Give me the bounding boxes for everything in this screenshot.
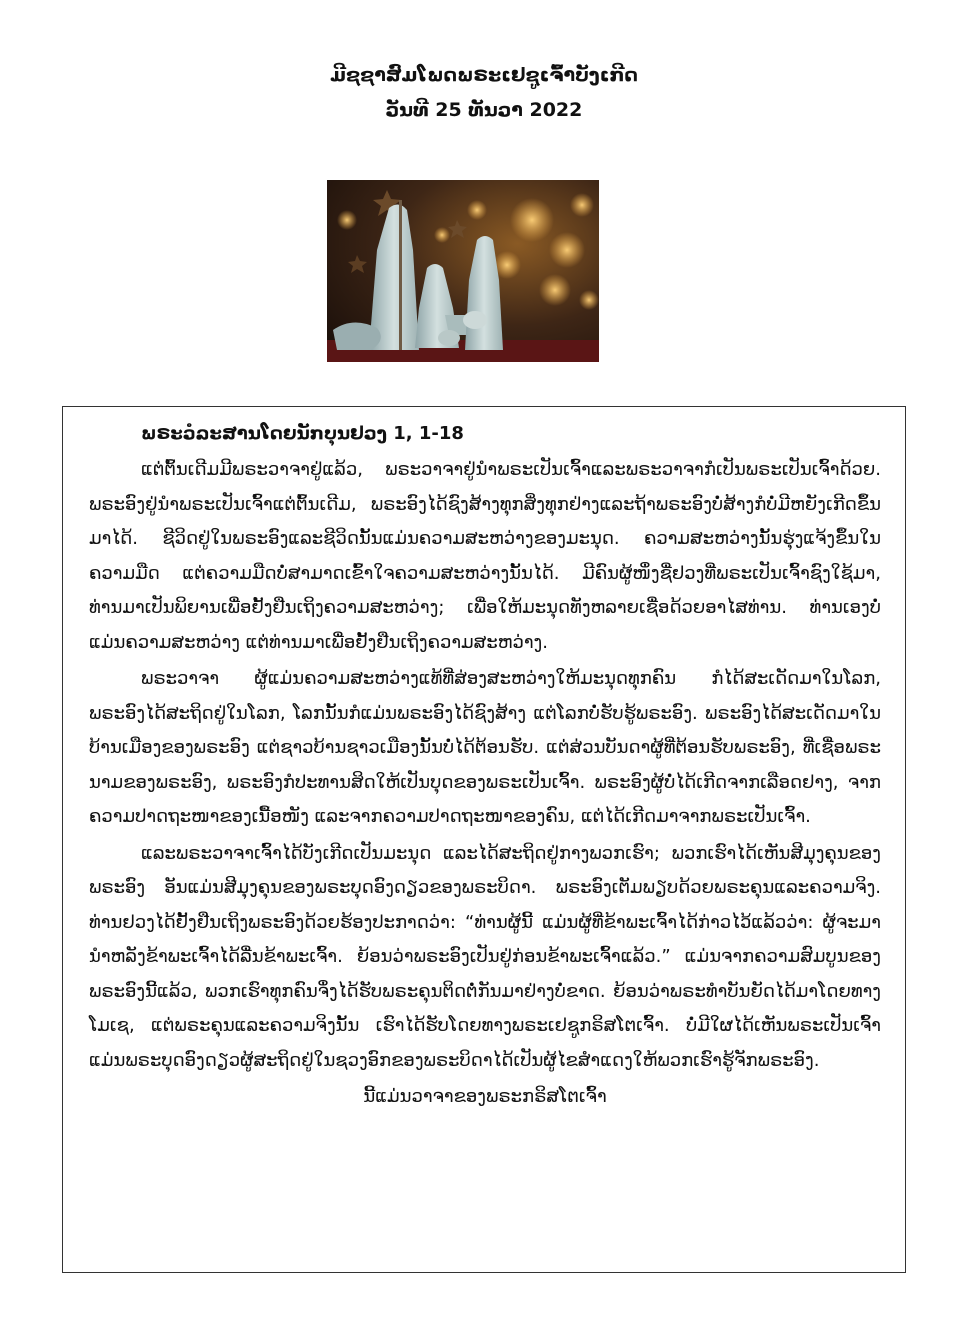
- reading-heading: ພຣະວໍລະສານໂດຍນັກບຸນຢວງ 1, 1-18: [141, 423, 464, 444]
- reading-closing: ນີ້ແມ່ນວາຈາຂອງພຣະກຣິສໂຕເຈົ້າ: [363, 1086, 607, 1107]
- page-title: ມີຊຊາສົມໂພດພຣະເຢຊູເຈົ້າບັງເກີດ: [330, 64, 638, 86]
- reading-box: [62, 406, 906, 1273]
- nativity-image: [327, 180, 599, 362]
- page-date: ວັນທີ 25 ທັນວາ 2022: [385, 99, 583, 121]
- reading-paragraph: ແຕ່ຕົ້ນເດີມມີພຣະວາຈາຢູ່ແລ້ວ, ພຣະວາຈາຢູ່ນຳພຣະເປັນເຈົ້າແລະພຣະວາຈາກໍເປັນພຣະເປັນເຈົ້າດ້ວຍ. ພຣະອົງຢູ່ນຳພຣະເປັນເຈົ້າແຕ່ຕົ້ນເດີມ, ພຣະອົງໄດ້ຊົງສ້າງທຸກສິ່ງທຸກຢ່າງແລະຖ້າພຣະອົງບໍ່ສ້າງກໍບໍ່ມີຫຍັງເກີດຂຶ້ນມາໄດ້. ຊີວິດຢູ່ໃນພຣະອົງແລະຊີວິດນັ້ນແມ່ນຄວາມສະຫວ່າງຂອງມະນຸດ. ຄວາມສະຫວ່າງນັ້ນຮຸ່ງແຈ້ງຂຶ້ນໃນຄວາມມືດ ແຕ່ຄວາມມືດບໍ່ສາມາດເຂົ້າໃຈຄວາມສະຫວ່າງນັ້ນໄດ້. ມີຄົນຜູ້ໜຶ່ງຊື່ຢວງທີ່ພຣະເປັນເຈົ້າຊົງໃຊ້ມາ, ທ່ານມາເປັນພິຍານເພື່ອຢັ້ງຢືນເຖິງຄວາມສະຫວ່າງ; ເພື່ອໃຫ້ມະນຸດທັງຫລາຍເຊື່ອດ້ວຍອາໄສທ່ານ. ທ່ານເອງບໍ່ແມ່ນຄວາມສະຫວ່າງ ແຕ່ທ່ານມາເພື່ອຢັ້ງຢືນເຖິງຄວາມສະຫວ່າງ.: [89, 459, 881, 653]
- reading-paragraph: ແລະພຣະວາຈາເຈົ້າໄດ້ບັງເກີດເປັນມະນຸດ ແລະໄດ້ສະຖິດຢູ່ກາງພວກເຮົາ; ພວກເຮົາໄດ້ເຫັນສີມຸງຄຸນຂອງພຣະອົງ ອັນແມ່ນສີມຸງຄຸນຂອງພຣະບຸດອົງດຽວຂອງພຣະບິດາ. ພຣະອົງເຕັມພຽບດ້ວຍພຣະຄຸນແລະຄວາມຈິງ. ທ່ານຢວງໄດ້ຢັ້ງຢືນເຖິງພຣະອົງດ້ວຍຮ້ອງປະກາດວ່າ: “ທ່ານຜູ້ນີ້ ແມ່ນຜູ້ທີ່ຂ້າພະເຈົ້າໄດ້ກ່າວໄວ້ແລ້ວວ່າ: ຜູ້ຈະມານຳຫລັງຂ້າພະເຈົ້າໄດ້ລື່ນຂ້າພະເຈົ້າ. ຍ້ອນວ່າພຣະອົງເປັນຢູ່ກ່ອນຂ້າພະເຈົ້າແລ້ວ.” ແມ່ນຈາກຄວາມສົມບູນຂອງພຣະອົງນີ້ແລ້ວ, ພວກເຮົາທຸກຄົນຈຶ່ງໄດ້ຮັບພຣະຄຸນຕິດຕໍ່ກັນມາຢ່າງບໍ່ຂາດ. ຍ້ອນວ່າພຣະທຳບັນຍັດໄດ້ມາໂດຍທາງໂມເຊ, ແຕ່ພຣະຄຸນແລະຄວາມຈິງນັ້ນ ເຮົາໄດ້ຮັບໂດຍທາງພຣະເຢຊູກຣິສໂຕເຈົ້າ. ບໍ່ມີໃຜໄດ້ເຫັນພຣະເປັນເຈົ້າແມ່ນພຣະບຸດອົງດຽວຜູ້ສະຖິດຢູ່ໃນຊວງອົກຂອງພຣະບິດາໄດ້ເປັນຜູ້ໄຂສຳແດງໃຫ້ພວກເຮົາຮູ້ຈັກພຣະອົງ.: [89, 842, 881, 1071]
- reading-paragraph: ພຣະວາຈາ ຜູ້ແມ່ນຄວາມສະຫວ່າງແທ້ທີ່ສ່ອງສະຫວ່າງໃຫ້ມະນຸດທຸກຄົນ ກໍໄດ້ສະເດັດມາໃນໂລກ, ພຣະອົງໄດ້ສະຖິດຢູ່ໃນໂລກ, ໂລກນັ້ນກໍແມ່ນພຣະອົງໄດ້ຊົງສ້າງ ແຕ່ໂລກບໍ່ຮັບຮູ້ພຣະອົງ. ພຣະອົງໄດ້ສະເດັດມາໃນບ້ານເມືອງຂອງພຣະອົງ ແຕ່ຊາວບ້ານຊາວເມືອງນັ້ນບໍ່ໄດ້ຕ້ອນຮັບ. ແຕ່ສ່ວນບັນດາຜູ້ທີ່ຕ້ອນຮັບພຣະອົງ, ທີ່ເຊື່ອພຣະນາມຂອງພຣະອົງ, ພຣະອົງກໍປະທານສິດໃຫ້ເປັນບຸດຂອງພຣະເປັນເຈົ້າ. ພຣະອົງຜູ້ບໍ່ໄດ້ເກີດຈາກເລືອດຢາງ, ຈາກຄວາມປາດຖະໜາຂອງເນື້ອໜັງ ແລະຈາກຄວາມປາດຖະໜາຂອງຄົນ, ແຕ່ໄດ້ເກີດມາຈາກພຣະເປັນເຈົ້າ.: [89, 668, 881, 827]
